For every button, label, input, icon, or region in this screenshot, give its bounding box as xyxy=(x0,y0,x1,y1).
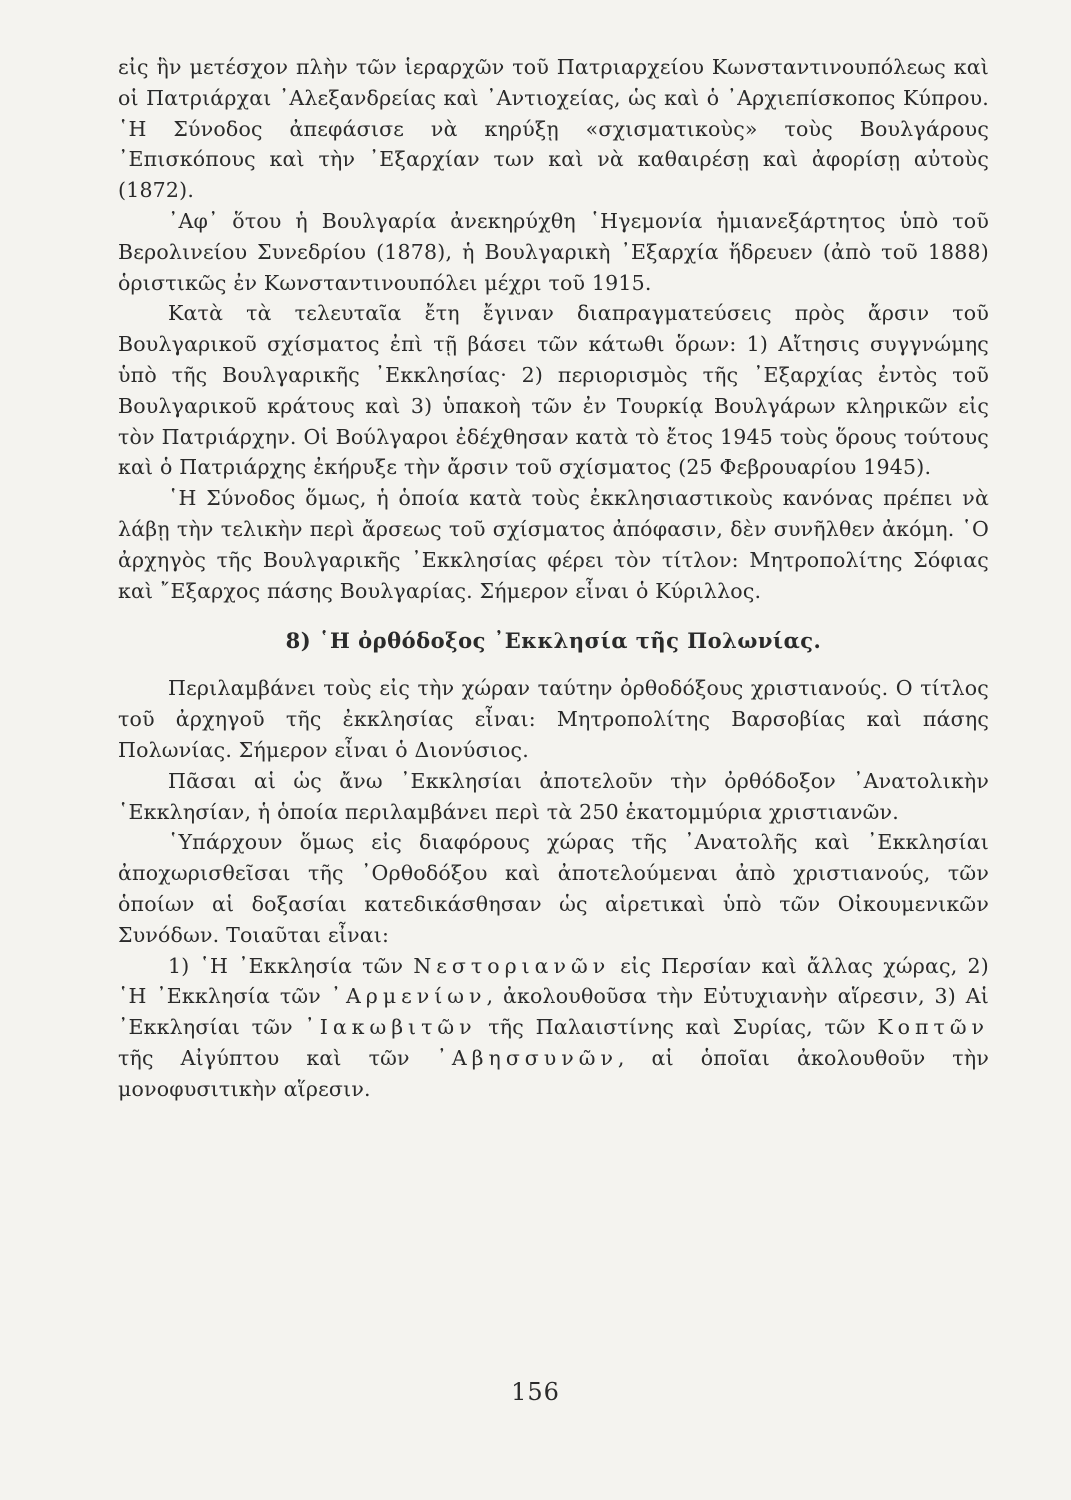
paragraph xyxy=(118,827,989,950)
spaced-name: ᾿Αρμενίων xyxy=(330,984,487,1009)
text-segment: ᾿Αφ᾿ ὅτου ἡ Βουλγαρία ἀνεκηρύχθη ῾Ηγεμονία ἡμιανεξάρτητος ὑπὸ τοῦ Βερολινείου Συνεδρίου (1878), ἡ Βουλγαρικὴ ᾿Εξαρχία ἥδρευεν (ἀπὸ τοῦ 1888) ὁριστικῶς ἐν Κωνσταντινουπόλει μέχρι τοῦ 1915. xyxy=(118,208,989,295)
text-block-lower xyxy=(118,673,989,1104)
spaced-name: ᾿Ιακωβιτῶν xyxy=(304,1015,477,1040)
text-segment: Περιλαμβάνει τοὺς εἰς τὴν χώραν ταύτην ὀρθοδόξους χριστιανούς. Ο τίτλος τοῦ ἀρχηγοῦ τῆς ἐκκλησίας εἶναι: Μητροπολίτης Βαρσοβίας καὶ πάσης Πολωνίας. Σήμερον εἶναι ὁ Διονύσιος. xyxy=(118,676,989,762)
paragraph xyxy=(118,206,989,298)
text-segment: ῾Υπάρχουν ὅμως εἰς διαφόρους χώρας τῆς ᾿Ανατολῆς καὶ ᾿Εκκλησίαι ἀποχωρισθεῖσαι τῆς ᾿Ορθοδόξου καὶ ἀποτελούμεναι ἀπὸ χριστιανούς, τῶν ὁποίων αἱ δοξασίαι κατεδικάσθησαν ὡς αἱρετικαὶ ὑπὸ τῶν Οἰκουμενικῶν Συνόδων. Τοιαῦται εἶναι: xyxy=(118,830,989,947)
spaced-name: Νεστοριανῶν xyxy=(413,953,611,978)
text-segment: 1) ῾Η ᾿Εκκλησία τῶν xyxy=(168,953,414,978)
page-number: 156 xyxy=(511,1378,560,1406)
text-segment: εἰς ἣν μετέσχον πλὴν τῶν ἱεραρχῶν τοῦ Πατριαρχείου Κωνσταντινουπόλεως καὶ οἱ Πατριάρχαι ᾿Αλεξανδρείας καὶ ᾿Αντιοχείας, ὡς καὶ ὁ ᾿Αρχιεπίσκοπος Κύπρου. ῾Η Σύνοδος ἀπεφάσισε νὰ κηρύξῃ «σχισματικοὺς» τοὺς Βουλγάρους ᾿Επισκόπους καὶ τὴν ᾿Εξαρχίαν των καὶ νὰ καθαιρέσῃ καὶ ἀφορίσῃ αὐτοὺς (1872). xyxy=(118,55,989,203)
text-segment: Πᾶσαι αἱ ὡς ἄνω ᾿Εκκλησίαι ἀποτελοῦν τὴν ὀρθόδοξον ᾿Ανατολικὴν ῾Εκκλησίαν, ἡ ὁποία περιλαμβάνει περὶ τὰ 250 ἑκατομμύρια χριστιανῶν. xyxy=(118,768,989,824)
text-segment: εἰς Περσίαν καὶ ἄλλας χώρας, 2) ῾Η ᾿Εκκλησία τῶν xyxy=(118,953,989,1009)
paragraph xyxy=(118,483,989,606)
paragraph xyxy=(118,766,989,828)
paragraph xyxy=(118,298,989,483)
section-heading: 8) ῾Η ὀρθόδοξος ᾿Εκκλησία τῆς Πολωνίας. xyxy=(285,628,822,654)
text-segment: , ἀκολουθοῦσα τὴν Εὐτυχιανὴν αἵρεσιν, 3) Αἱ ᾿Εκκλησίαι τῶν xyxy=(118,984,990,1040)
paragraph xyxy=(118,52,989,206)
text-block-upper xyxy=(118,52,989,606)
text-segment: τῆς Αἰγύπτου καὶ τῶν xyxy=(118,1045,437,1070)
text-segment: , αἱ ὁποῖαι ἀκολουθοῦν τὴν μονοφυσιτικὴν αἵρεσιν. xyxy=(118,1045,989,1101)
paragraph xyxy=(118,951,989,1105)
spaced-name: ᾿Αβησσυνῶν xyxy=(436,1045,618,1070)
spaced-name: Κοπτῶν xyxy=(877,1015,989,1040)
text-segment: ῾Η Σύνοδος ὅμως, ἡ ὁποία κατὰ τοὺς ἐκκλησιαστικοὺς κανόνας πρέπει νὰ λάβῃ τὴν τελικὴν περὶ ἄρσεως τοῦ σχίσματος ἀπόφασιν, δὲν συνῆλθεν ἀκόμη. ῾Ο ἀρχηγὸς τῆς Βουλγαρικῆς ᾿Εκκλησίας φέρει τὸν τίτλον: Μητροπολίτης Σόφιας καὶ ῎Εξαρχος πάσης Βουλγαρίας. Σήμερον εἶναι ὁ Κύριλλος. xyxy=(118,486,989,603)
text-segment: Κατὰ τὰ τελευταῖα ἔτη ἔγιναν διαπραγματεύσεις πρὸς ἄρσιν τοῦ Βουλγαρικοῦ σχίσματος ἐπὶ τῇ βάσει τῶν κάτωθι ὅρων: 1) Αἴτησις συγγνώμης ὑπὸ τῆς Βουλγαρικῆς ᾿Εκκλησίας· 2) περιορισμὸς τῆς ᾿Εξαρχίας ἐντὸς τοῦ Βουλγαρικοῦ κράτους καὶ 3) ὑπακοὴ τῶν ἐν Τουρκίᾳ Βουλγάρων κληρικῶν εἰς τὸν Πατριάρχην. Οἱ Βούλγαροι ἐδέχθησαν κατὰ τὸ ἔτος 1945 τοὺς ὅρους τούτους καὶ ὁ Πατριάρχης ἐκήρυξε τὴν ἄρσιν τοῦ σχίσματος (25 Φεβρουαρίου 1945). xyxy=(118,301,989,480)
paragraph xyxy=(118,673,989,765)
text-segment: τῆς Παλαιστίνης καὶ Συρίας, τῶν xyxy=(476,1015,878,1040)
